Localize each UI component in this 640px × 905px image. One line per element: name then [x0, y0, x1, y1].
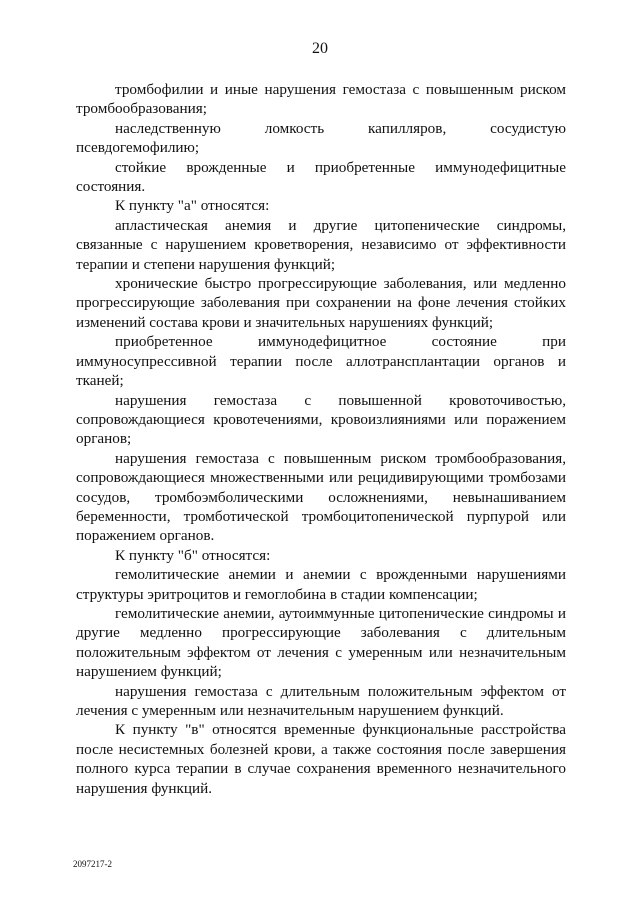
- page-number: 20: [312, 40, 328, 57]
- paragraph: стойкие врожденные и приобретенные иммунодефицитные состояния.: [76, 158, 566, 196]
- paragraph: К пункту "б" относятся:: [115, 546, 271, 564]
- paragraph: тромбофилии и иные нарушения гемостаза с повышенным риском тромбообразования;: [76, 81, 566, 118]
- paragraph: приобретенное иммунодефицитное состояние при иммуносупрессивной терапии после аллотрансплантации органов и тканей;: [76, 333, 566, 390]
- paragraph: нарушения гемостаза с повышенным риском тромбообразования, сопровождающиеся множественными или рецидивирующими тромбозами сосудов, тромбоэмболическими осложнениями, невынашиванием беременности, тромботической тромбоцитопенической пурпурой или поражением органов.: [76, 449, 566, 545]
- paragraph: хронические быстро прогрессирующие заболевания, или медленно прогрессирующие заболевания при сохранении на фоне лечения стойких изменений состава крови и значительных нарушениях функций;: [76, 275, 566, 331]
- paragraph: К пункту "а" относятся:: [115, 197, 270, 215]
- paragraph: апластическая анемия и другие цитопенические синдромы, связанные с нарушением кроветворения, независимо от эффективности терапии и степени нарушения функций;: [76, 216, 566, 273]
- document-body: [76, 80, 566, 798]
- document-code: 2097217-2: [73, 859, 112, 869]
- paragraph: нарушения гемостаза с повышенной кровоточивостью, сопровождающиеся кровотечениями, кровоизлияниями или поражением органов;: [76, 391, 566, 448]
- paragraph: К пункту "в" относятся временные функциональные расстройства после несистемных болезней крови, а также состояния после завершения полного курса терапии в случае сохранения временного незначительного нарушения функций.: [76, 721, 566, 797]
- paragraph: гемолитические анемии, аутоиммунные цитопенические синдромы и другие медленно прогрессирующие заболевания с длительным положительным эффектом от лечения с умеренным или незначительным нарушением функций;: [76, 604, 566, 681]
- paragraph: нарушения гемостаза с длительным положительным эффектом от лечения с умеренным или незначительным нарушением функций.: [76, 682, 566, 719]
- paragraph: наследственную ломкость капилляров, сосудистую псевдогемофилию;: [76, 119, 566, 157]
- paragraph: гемолитические анемии и анемии с врожденными нарушениями структуры эритроцитов и гемоглобина в стадии компенсации;: [76, 566, 566, 603]
